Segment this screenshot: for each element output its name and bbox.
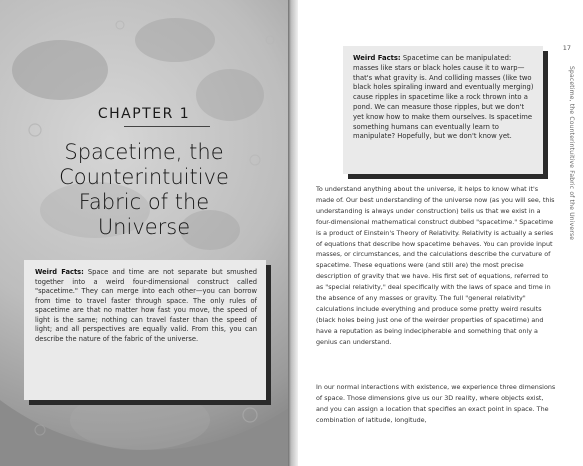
callout-lead: Weird Facts:	[35, 268, 84, 276]
chapter-title	[0, 140, 288, 240]
running-head	[566, 66, 575, 241]
chapter-label: CHAPTER 1	[97, 106, 191, 122]
callout-body: Spacetime can be manipulated: masses like stars or black holes cause it to warp—that's what gravity is. And colliding masses (like two black holes spiraling inward and eventually merging) cause ripples in spacetime like a rock thrown into a pond. We can measure those ripples, but we don't yet know how to make them ourselves. Is spacetime something humans can eventually learn to manipulate? Hopefully, but we don't know yet.	[353, 54, 534, 141]
weird-facts-callout-left	[24, 260, 266, 400]
chapter-title-line: Universe	[97, 215, 191, 239]
callout-text	[353, 54, 536, 142]
left-page	[0, 0, 288, 466]
callout-lead: Weird Facts:	[353, 54, 401, 62]
weird-facts-callout-right	[343, 46, 543, 174]
body-paragraph: To understand anything about the universe, it helps to know what it's made of. Our best understanding of the universe now (as you will see, this understanding is always under construction) tells us that we exist in a four-dimensional mathematical construct dubbed "spacetime." Spacetime is a product of Einstein's Theory of Relativity. Relativity is actually a series of equations that describe how spacetime behaves. You can provide input masses, or circumstances, and the calculations describe the curvature of spacetime. These equations were (and still are) the most precise description of gravity that we have. His first set of equations, referred to as "special relativity," deal specifically with the laws of space and time in the absence of any masses or gravity. The full "general relativity" calculations include everything and produce some pretty weird results (black holes being just one of the weirder properties of spacetime) and have a reputation as being indecipherable and something that only a genius can understand.	[316, 185, 555, 346]
book-gutter	[288, 0, 298, 466]
chapter-rule	[124, 126, 210, 127]
callout-text	[35, 268, 257, 344]
chapter-title-line: Spacetime, the	[64, 140, 224, 164]
chapter-title-line: Fabric of the	[78, 190, 210, 214]
page-number: 17	[562, 44, 571, 52]
chapter-title-line: Counterintuitive	[59, 165, 229, 189]
callout-body: Space and time are not separate but smushed together into a weird four-dimensional construct called "spacetime." They can merge into each other—you can borrow from time to travel faster through space. The only rules of spacetime are that no matter how fast you move, the speed of light is the same; nothing can travel faster than the speed of light; and all perspectives are equally valid. From this, you can describe the nature of the fabric of the universe.	[35, 268, 257, 343]
running-head-text: Spacetime, the Counterintuitive Fabric of the Universe	[568, 66, 575, 241]
body-paragraph: In our normal interactions with existence, we experience three dimensions of space. Those dimensions give us our 3D reality, where objects exist, and you can assign a location that specifies an exact point in space. The combination of latitude, longitude,	[316, 383, 556, 424]
